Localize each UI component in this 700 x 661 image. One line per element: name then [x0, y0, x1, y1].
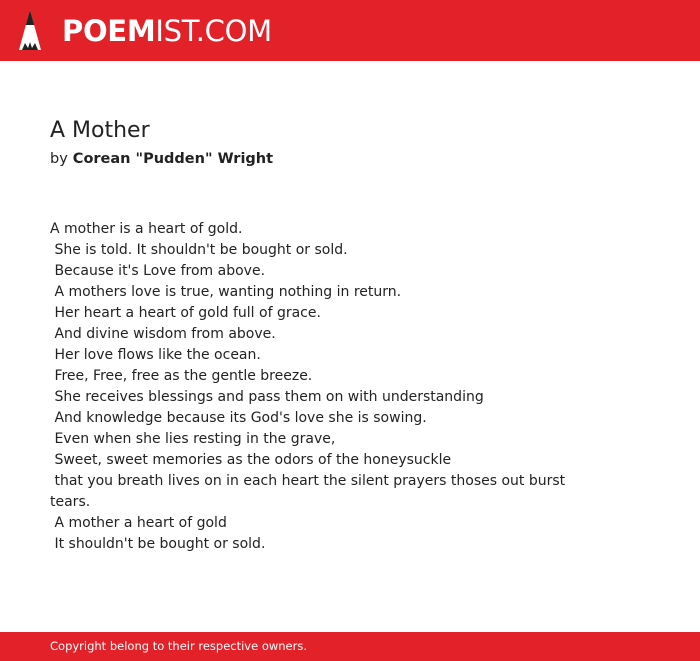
poem-byline: [50, 148, 273, 170]
poem-author: Corean "Pudden" Wright: [72, 151, 274, 167]
poem-line: She is told. It shouldn't be bought or sold.: [50, 242, 348, 258]
site-footer: [0, 632, 700, 661]
poem-line: Even when she lies resting in the grave,: [50, 431, 336, 447]
pencil-icon[interactable]: [18, 9, 42, 51]
poem-line: Free, Free, free as the gentle breeze.: [50, 368, 313, 384]
poem-line: A mother a heart of gold: [50, 515, 227, 531]
poem-line: And knowledge because its God's love she is sowing.: [50, 410, 427, 426]
poem-line: A mother is a heart of gold.: [50, 221, 243, 237]
logo-text-bold: POEM: [62, 14, 156, 48]
poem-line: It shouldn't be bought or sold.: [50, 536, 266, 552]
site-logo[interactable]: [62, 13, 272, 49]
site-header: [0, 0, 700, 61]
poem-line: Because it's Love from above.: [50, 263, 266, 279]
poem-line: tears.: [50, 494, 91, 510]
poem-line: She receives blessings and pass them on with understanding: [50, 389, 484, 405]
poem-line: A mothers love is true, wanting nothing in return.: [50, 284, 402, 300]
logo-text-light: IST.COM: [155, 14, 272, 48]
poem-line: Her heart a heart of gold full of grace.: [50, 305, 321, 321]
poem-line: that you breath lives on in each heart the silent prayers thoses out burst: [50, 473, 566, 489]
poem-line: And divine wisdom from above.: [50, 326, 276, 342]
poem-line: Sweet, sweet memories as the odors of the honeysuckle: [50, 452, 452, 468]
poem-body: [50, 219, 610, 555]
poem-line: Her love flows like the ocean.: [50, 347, 261, 363]
poem-title: A Mother: [50, 118, 150, 143]
copyright-text: Copyright belong to their respective owners.: [50, 639, 308, 653]
by-label: by: [50, 151, 68, 167]
